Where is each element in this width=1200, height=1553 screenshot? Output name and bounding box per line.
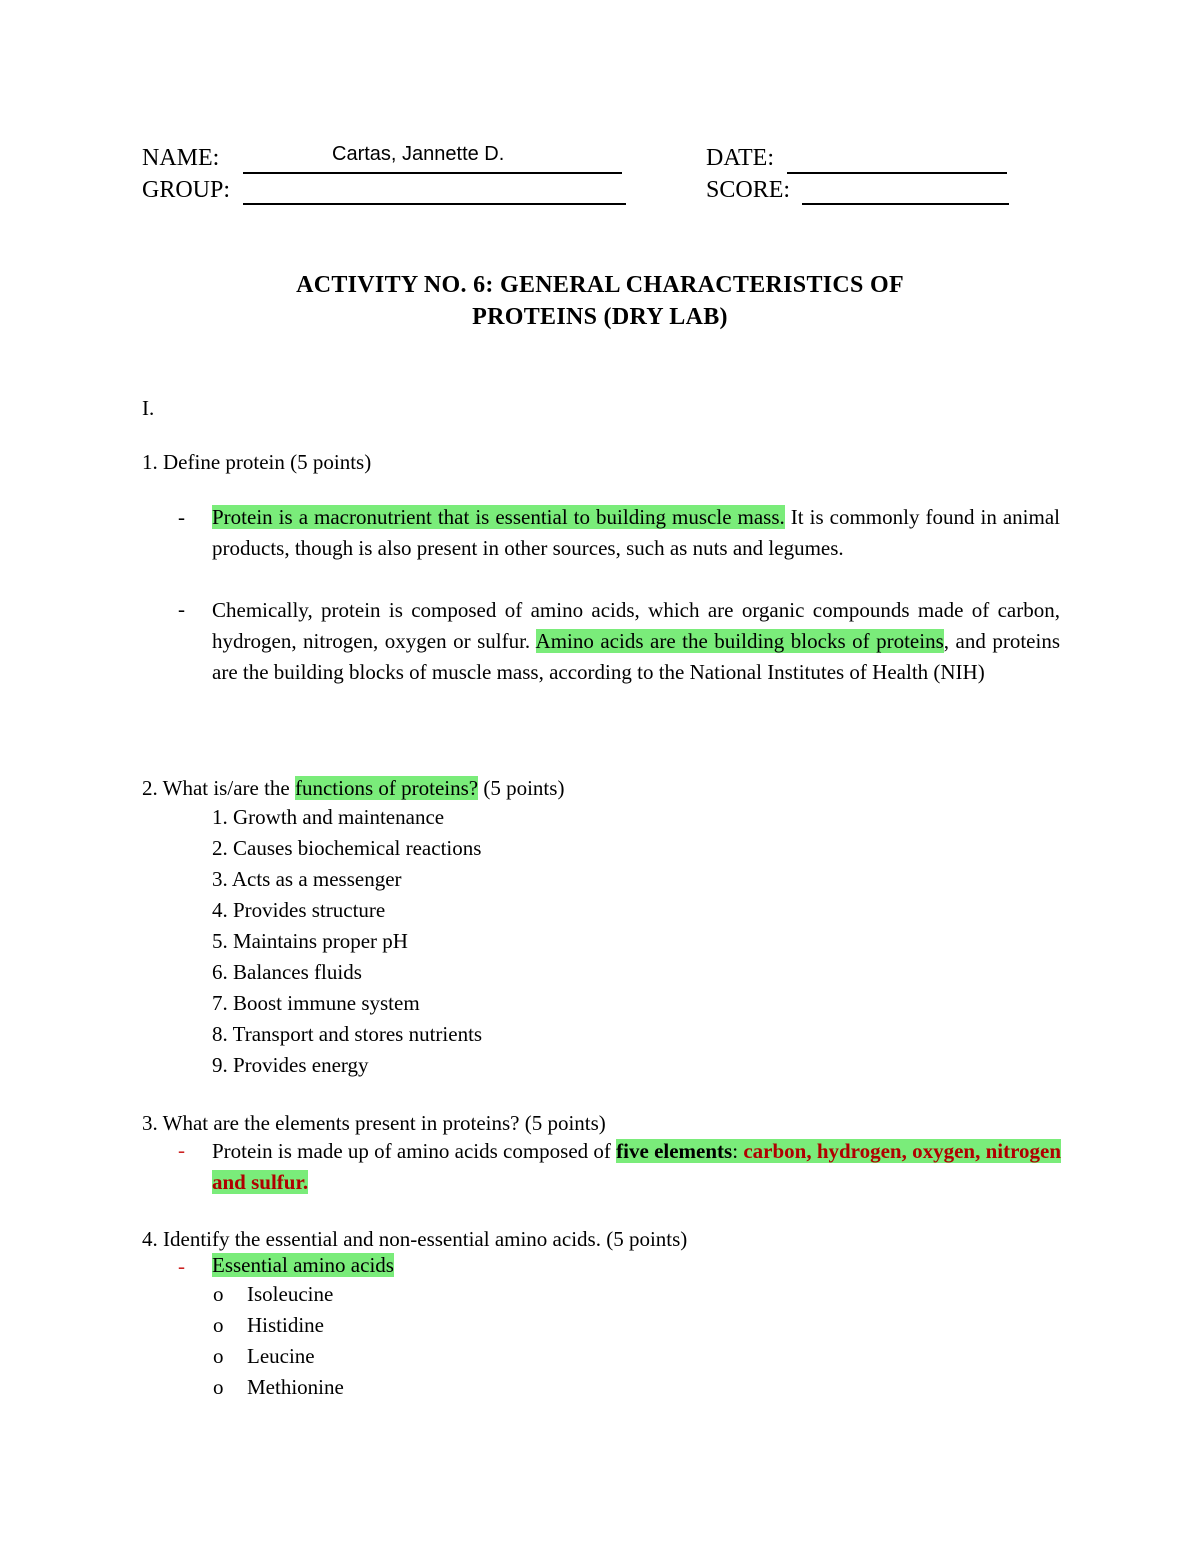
score-underline[interactable] xyxy=(802,203,1009,205)
list-item: 9. Provides energy xyxy=(212,1053,369,1077)
list-item: 1. Growth and maintenance xyxy=(212,805,445,829)
group-underline[interactable] xyxy=(243,203,626,205)
name-label: NAME: xyxy=(142,145,220,171)
score-label: SCORE: xyxy=(706,177,791,203)
list-item: Methionine xyxy=(247,1375,344,1399)
name-underline xyxy=(243,172,622,174)
bullet-circle: o xyxy=(213,1375,224,1399)
list-item: Isoleucine xyxy=(247,1282,334,1306)
list-item: 5. Maintains proper pH xyxy=(212,929,408,953)
elements-list: carbon, hydrogen, oxygen, nitrogen and sulfur. xyxy=(212,1139,1062,1194)
bullet-circle: o xyxy=(213,1344,224,1368)
q3-answer xyxy=(212,1136,1072,1198)
activity-title-line2: PROTEINS (DRY LAB) xyxy=(472,304,728,330)
highlighted-text: five elements xyxy=(616,1139,733,1163)
bullet-dash: - xyxy=(178,1254,185,1278)
answer-text: Chemically, protein is composed of amino acids, which are organic compounds made of carbon, hydrogen, nitrogen, oxygen or sulfur. xyxy=(212,598,1060,653)
list-item: Histidine xyxy=(247,1313,324,1337)
answer-text: It is commonly found in animal products, though is also present in other sources, such as nuts and legumes. xyxy=(212,505,1060,560)
list-item: 4. Provides structure xyxy=(212,898,386,922)
list-item: Leucine xyxy=(247,1344,315,1368)
question-2 xyxy=(142,776,564,801)
list-item: 7. Boost immune system xyxy=(212,991,420,1015)
list-item: 3. Acts as a messenger xyxy=(212,867,402,891)
highlighted-text: Protein is a macronutrient that is essential to building muscle mass. xyxy=(212,505,785,529)
bullet-dash: - xyxy=(178,1138,185,1162)
activity-title-line1: ACTIVITY NO. 6: GENERAL CHARACTERISTICS OF xyxy=(296,272,904,298)
date-underline[interactable] xyxy=(787,172,1007,174)
section-number: I. xyxy=(142,396,155,420)
question-text: 2. What is/are the xyxy=(142,776,295,800)
answer-text: , and proteins are the building blocks of muscle mass, according to the National Institutes of Health (NIH) xyxy=(212,629,1060,684)
list-item: 8. Transport and stores nutrients xyxy=(212,1022,483,1046)
bullet-circle: o xyxy=(213,1282,224,1306)
question-4: 4. Identify the essential and non-essential amino acids. (5 points) xyxy=(142,1227,688,1251)
date-label: DATE: xyxy=(706,145,774,171)
highlighted-text: Essential amino acids xyxy=(212,1253,394,1277)
name-value[interactable]: Cartas, Jannette D. xyxy=(332,143,505,165)
answer-text: Protein is made up of amino acids composed of xyxy=(212,1139,617,1163)
bullet-dash: - xyxy=(178,597,185,621)
group-label: GROUP: xyxy=(142,177,231,203)
essential-amino-acids-heading xyxy=(212,1253,394,1278)
question-3: 3. What are the elements present in proteins? (5 points) xyxy=(142,1111,606,1135)
q1-answer-1 xyxy=(212,502,1060,564)
bullet-circle: o xyxy=(213,1313,224,1337)
list-item: 2. Causes biochemical reactions xyxy=(212,836,482,860)
highlighted-text: : xyxy=(732,1139,744,1163)
list-item: 6. Balances fluids xyxy=(212,960,362,984)
q1-answer-2 xyxy=(212,595,1060,688)
question-text: (5 points) xyxy=(478,776,565,800)
question-1: 1. Define protein (5 points) xyxy=(142,450,372,474)
highlighted-text: functions of proteins? xyxy=(294,776,479,800)
highlighted-text: Amino acids are the building blocks of proteins xyxy=(535,629,944,653)
bullet-dash: - xyxy=(178,505,185,529)
